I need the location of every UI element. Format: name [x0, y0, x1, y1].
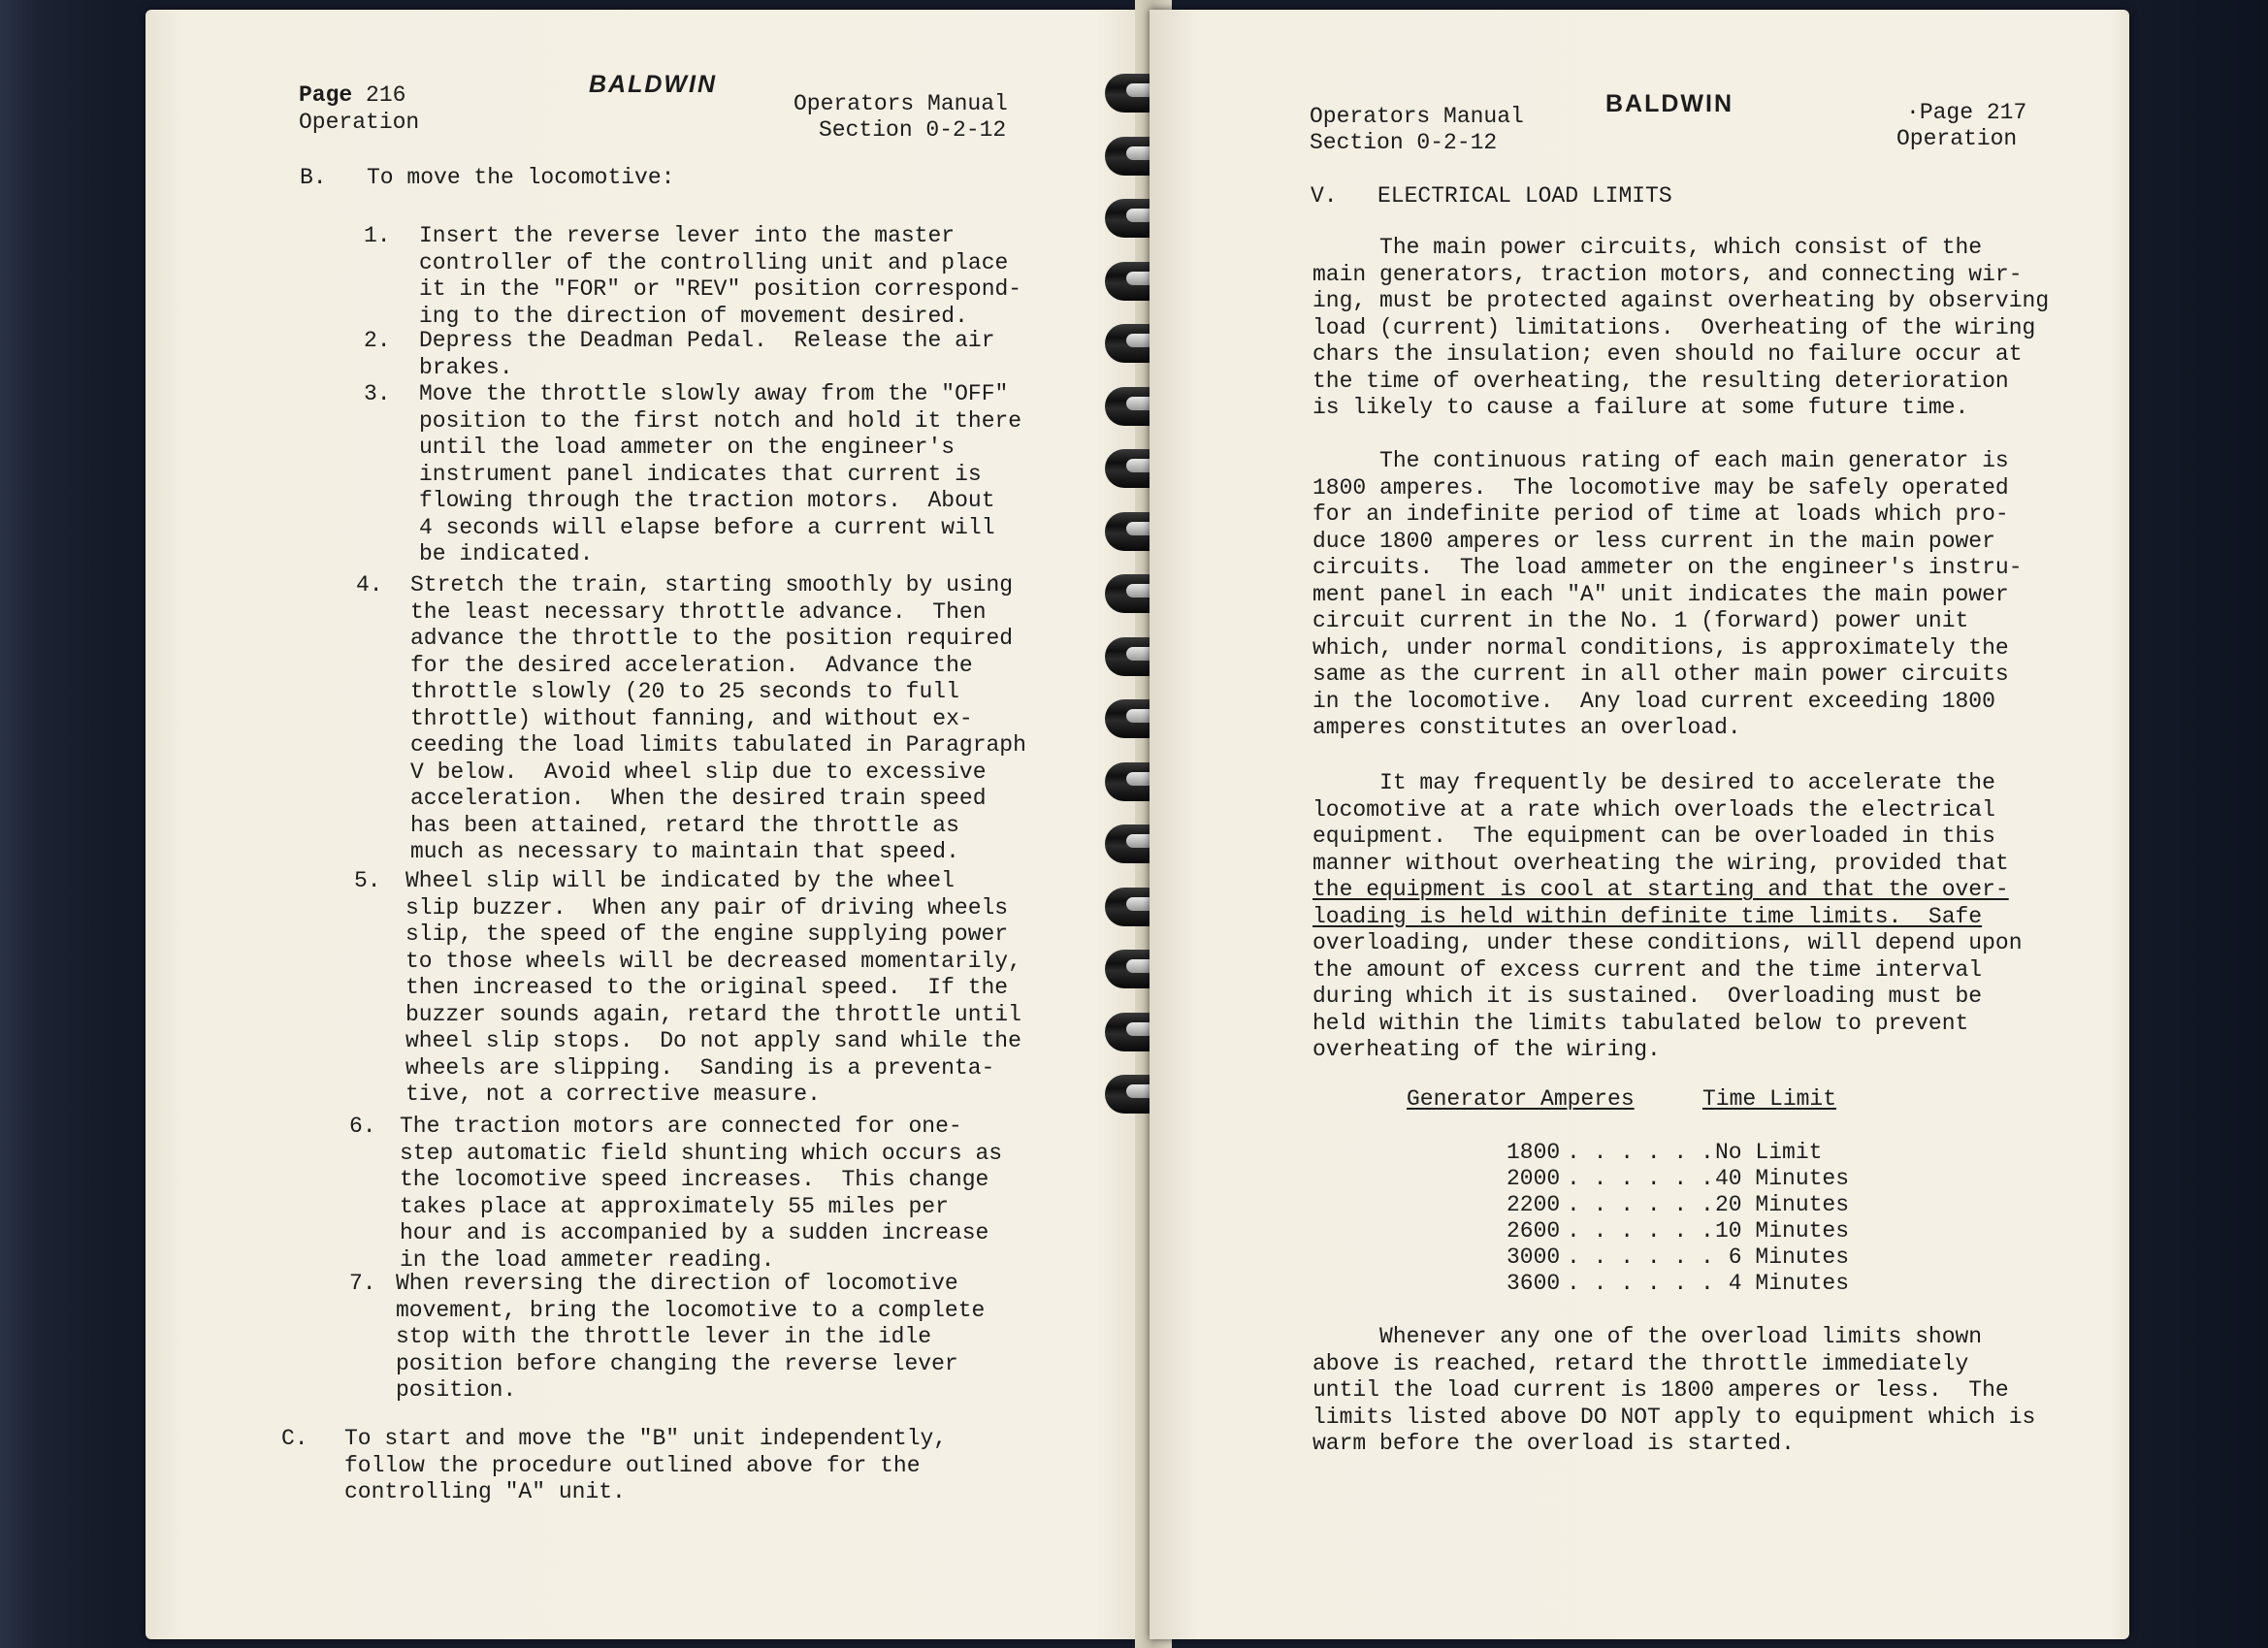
- text-line: amperes constitutes an overload.: [1312, 715, 1741, 740]
- text-line: throttle slowly (20 to 25 seconds to full: [410, 679, 959, 704]
- text-line: It may frequently be desired to accelerate the: [1312, 770, 1995, 795]
- text-line: Move the throttle slowly away from the "OFF": [419, 381, 1009, 406]
- text-line: Wheel slip will be indicated by the wheel: [405, 868, 955, 893]
- table-leader-dots: . . . . . .: [1567, 1140, 1714, 1165]
- table-leader-dots: . . . . . .: [1567, 1218, 1714, 1244]
- text-line: The traction motors are connected for one-: [400, 1114, 962, 1139]
- table-leader-dots: . . . . . .: [1567, 1166, 1714, 1191]
- text-line: slip, the speed of the engine supplying power: [405, 921, 1009, 947]
- step-number: 7.: [349, 1271, 376, 1296]
- text-line: which, under normal conditions, is approximately the: [1312, 634, 2009, 661]
- table-cell-time: 4 Minutes: [1715, 1271, 1850, 1296]
- step-number: 4.: [356, 572, 383, 598]
- table-cell-time: 20 Minutes: [1715, 1192, 1850, 1217]
- text-line: the locomotive speed increases. This change: [400, 1167, 989, 1192]
- step-text: [419, 381, 1021, 568]
- table-cell-amperes: 2600: [1507, 1218, 1561, 1244]
- right-section-name: Operation: [1896, 126, 2018, 151]
- text-line: is likely to cause a failure at some future time.: [1312, 395, 1969, 420]
- table-cell-amperes: 1800: [1507, 1140, 1561, 1165]
- table-cell-time: 10 Minutes: [1715, 1218, 1850, 1244]
- text-line: When reversing the direction of locomotive: [396, 1271, 958, 1296]
- text-line: brakes.: [419, 354, 513, 380]
- text-line: slip buzzer. When any pair of driving wheels: [405, 894, 1009, 921]
- right-manual-section: Section 0-2-12: [1310, 130, 1498, 155]
- step-text: [419, 328, 995, 381]
- right-page-label: ·Page 217: [1906, 100, 2027, 125]
- text-line: to those wheels will be decreased momentarily,: [405, 948, 1021, 974]
- paragraph-main-power-circuits: [1312, 235, 2049, 422]
- text-line: throttle) without fanning, and without ex-: [410, 705, 973, 731]
- step-number: 6.: [349, 1114, 376, 1139]
- step-text: [410, 572, 1026, 866]
- text-line: equipment. The equipment can be overloaded in this: [1312, 824, 1995, 849]
- left-brand: BALDWIN: [589, 71, 718, 98]
- text-line: flowing through the traction motors. About: [419, 488, 995, 513]
- left-manual-section: Section 0-2-12: [819, 117, 1007, 143]
- step-text: [396, 1271, 985, 1405]
- text-line: follow the procedure outlined above for the: [344, 1452, 921, 1478]
- text-line: 1800 amperes. The locomotive may be safely operated: [1312, 474, 2009, 501]
- text-line: ing, must be protected against overheating by observing: [1312, 288, 2050, 313]
- text-line: during which it is sustained. Overloading must be: [1312, 984, 1983, 1009]
- text-line: tive, not a corrective measure.: [405, 1082, 821, 1107]
- right-brand: BALDWIN: [1605, 90, 1734, 117]
- table-cell-amperes: 2200: [1507, 1192, 1561, 1217]
- text-line: until the load ammeter on the engineer's: [419, 435, 956, 460]
- text-line: 4 seconds will elapse before a current will: [419, 514, 995, 540]
- table-leader-dots: . . . . . .: [1567, 1271, 1714, 1296]
- text-line: until the load current is 1800 amperes or less. The: [1312, 1377, 2009, 1403]
- text-line: takes place at approximately 55 miles per: [400, 1193, 949, 1219]
- right-page: [1150, 10, 2129, 1639]
- text-line: ing to the direction of movement desired.: [419, 303, 968, 329]
- table-cell-amperes: 3000: [1507, 1244, 1561, 1270]
- item-b-heading: To move the locomotive:: [367, 165, 675, 190]
- text-line: load (current) limitations. Overheating of the wiring: [1312, 314, 2036, 340]
- step-text: [419, 223, 1021, 330]
- text-line: chars the insulation; even should no failure occur at: [1312, 341, 2023, 367]
- text-line: Depress the Deadman Pedal. Release the air: [419, 328, 995, 353]
- text-line: controller of the controlling unit and place: [419, 249, 1009, 275]
- text-line: Stretch the train, starting smoothly by using: [410, 572, 1014, 598]
- text-line: the equipment is cool at starting and that the over-: [1312, 877, 2009, 902]
- text-line: position before changing the reverse lever: [396, 1350, 958, 1376]
- step-text: [400, 1114, 1002, 1274]
- text-line: duce 1800 amperes or less current in the main power: [1312, 528, 1995, 554]
- text-line: circuits. The load ammeter on the engineer's instru-: [1312, 555, 2023, 580]
- text-line: the amount of excess current and the time interval: [1312, 956, 1983, 983]
- text-line: for the desired acceleration. Advance the: [410, 652, 973, 678]
- text-line: then increased to the original speed. If the: [405, 975, 1009, 1000]
- left-page-label: Page 216: [299, 82, 406, 108]
- text-line: To start and move the "B" unit independently,: [344, 1426, 948, 1451]
- text-line: locomotive at a rate which overloads the electrical: [1312, 796, 1995, 823]
- right-manual-title: Operators Manual: [1310, 104, 1524, 129]
- text-line: loading is held within definite time limits. Safe: [1312, 903, 1983, 929]
- text-line: movement, bring the locomotive to a complete: [396, 1297, 986, 1323]
- table-cell-time: No Limit: [1715, 1140, 1823, 1165]
- text-line: the least necessary throttle advance. Then: [410, 598, 987, 625]
- text-line: circuit current in the No. 1 (forward) power unit: [1312, 608, 1969, 633]
- paragraph-continuous-rating: [1312, 448, 2023, 742]
- text-line: advance the throttle to the position required: [410, 626, 1014, 651]
- section-v-marker: V.: [1311, 183, 1338, 209]
- step-number: 5.: [354, 868, 381, 893]
- text-line: in the load ammeter reading.: [400, 1246, 775, 1273]
- left-manual-title: Operators Manual: [794, 91, 1008, 116]
- item-c-marker: C.: [281, 1426, 308, 1451]
- text-line: Whenever any one of the overload limits shown: [1312, 1324, 1983, 1349]
- text-line: hour and is accompanied by a sudden increase: [400, 1220, 989, 1245]
- text-line: acceleration. When the desired train speed: [410, 786, 987, 811]
- text-line: The main power circuits, which consist of the: [1312, 235, 1983, 260]
- table-cell-amperes: 3600: [1507, 1271, 1561, 1296]
- left-section-name: Operation: [299, 110, 420, 135]
- text-line: limits listed above DO NOT apply to equipment which is: [1312, 1404, 2036, 1430]
- text-line: wheel slip stops. Do not apply sand while the: [405, 1028, 1021, 1053]
- text-line: the time of overheating, the resulting deterioration: [1312, 368, 2009, 394]
- text-line: it in the "FOR" or "REV" position correspond-: [419, 276, 1022, 302]
- text-line: much as necessary to maintain that speed.: [410, 839, 959, 864]
- col-time-limit: Time Limit: [1702, 1086, 1837, 1112]
- text-line: ment panel in each "A" unit indicates the main power: [1312, 581, 2009, 607]
- section-v-heading: ELECTRICAL LOAD LIMITS: [1377, 183, 1672, 209]
- table-leader-dots: . . . . . .: [1567, 1192, 1714, 1217]
- left-page: [146, 10, 1154, 1639]
- text-line: in the locomotive. Any load current exceeding 1800: [1312, 688, 1995, 714]
- text-line: stop with the throttle lever in the idle: [396, 1324, 932, 1349]
- table-cell-time: 6 Minutes: [1715, 1244, 1850, 1270]
- text-line: V below. Avoid wheel slip due to excessive: [410, 759, 987, 785]
- text-line: buzzer sounds again, retard the throttle until: [405, 1001, 1021, 1027]
- text-line: has been attained, retard the throttle as: [410, 812, 959, 838]
- text-line: be indicated.: [419, 541, 594, 566]
- text-line: overheating of the wiring.: [1312, 1037, 1661, 1062]
- text-line: step automatic field shunting which occurs as: [400, 1140, 1003, 1166]
- text-line: above is reached, retard the throttle immediately: [1312, 1350, 1969, 1376]
- table-cell-amperes: 2000: [1507, 1166, 1561, 1191]
- text-line: controlling "A" unit.: [344, 1479, 626, 1504]
- step-text: [405, 868, 1021, 1109]
- table-cell-time: 40 Minutes: [1715, 1166, 1850, 1191]
- text-line: manner without overheating the wiring, provided that: [1312, 850, 2009, 876]
- step-number: 1.: [364, 223, 391, 248]
- paragraph-overload-acceleration: [1312, 770, 2023, 1064]
- text-line: position to the first notch and hold it there: [419, 407, 1022, 434]
- text-line: ceeding the load limits tabulated in Paragraph: [410, 732, 1026, 758]
- text-line: overloading, under these conditions, will depend upon: [1312, 930, 2023, 955]
- text-line: Insert the reverse lever into the master: [419, 223, 956, 248]
- step-number: 2.: [364, 328, 391, 353]
- text-line: for an indefinite period of time at loads which pro-: [1312, 501, 2009, 527]
- text-line: instrument panel indicates that current is: [419, 461, 982, 487]
- item-c-text: [344, 1426, 947, 1506]
- text-line: warm before the overload is started.: [1312, 1431, 1795, 1456]
- text-line: position.: [396, 1377, 517, 1403]
- text-line: same as the current in all other main power circuits: [1312, 662, 2009, 687]
- text-line: main generators, traction motors, and connecting wir-: [1312, 261, 2023, 287]
- text-line: The continuous rating of each main generator is: [1312, 448, 2009, 473]
- table-leader-dots: . . . . . .: [1567, 1244, 1714, 1270]
- text-line: wheels are slipping. Sanding is a preventa-: [405, 1054, 995, 1081]
- text-line: held within the limits tabulated below to prevent: [1312, 1010, 1969, 1036]
- step-number: 3.: [364, 381, 391, 406]
- paragraph-closing: [1312, 1324, 2035, 1458]
- item-b-marker: B.: [300, 165, 327, 190]
- col-generator-amperes: Generator Amperes: [1407, 1086, 1635, 1112]
